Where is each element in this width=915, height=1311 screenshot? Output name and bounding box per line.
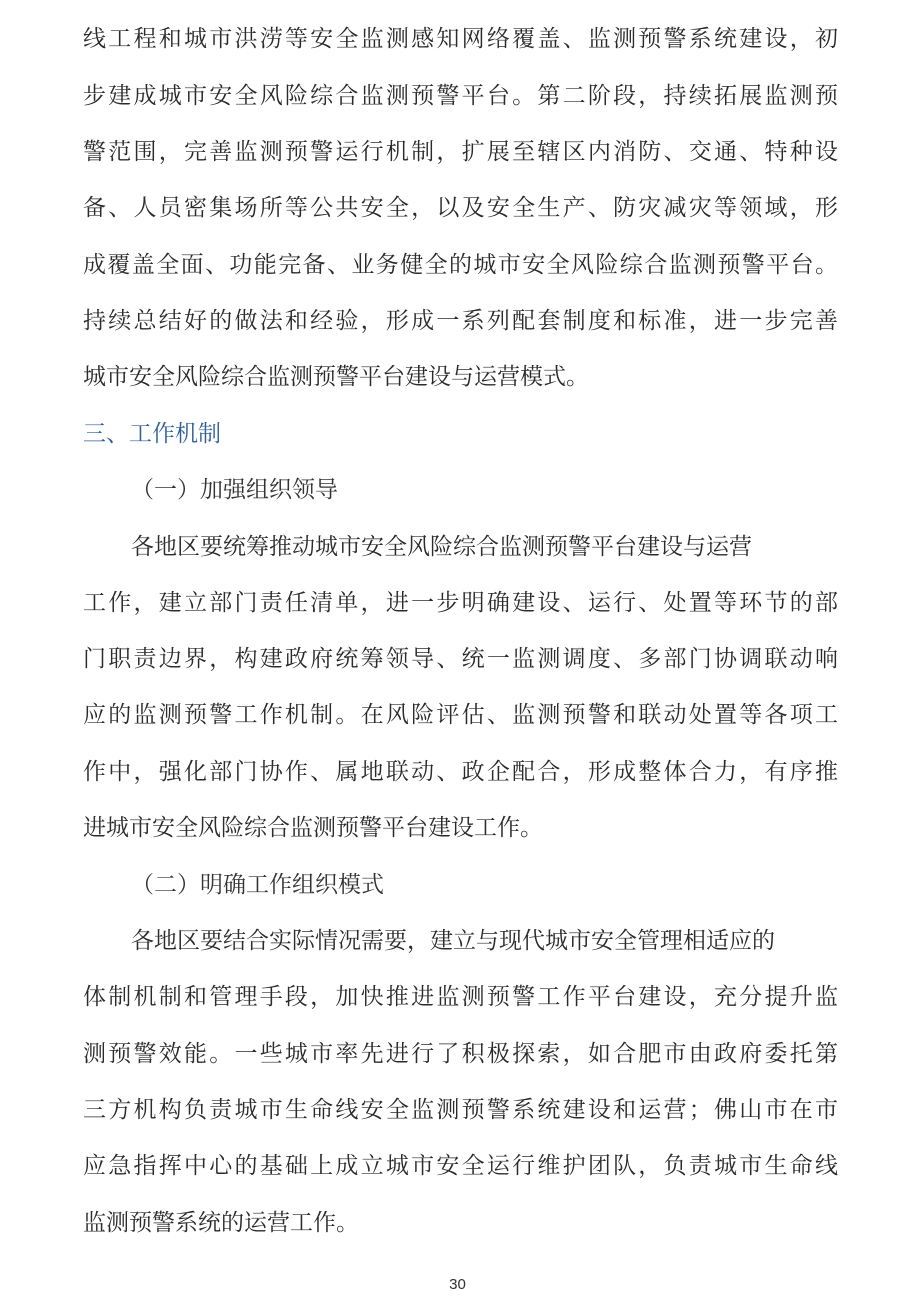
paragraph-line: 进城市安全风险综合监测预警平台建设工作。: [83, 815, 543, 841]
paragraph-line: 监测预警系统的运营工作。: [83, 1210, 359, 1236]
paragraph-line: 各地区要结合实际情况需要，建立与现代城市安全管理相适应的: [131, 928, 775, 954]
paragraph-line: 持续总结好的做法和经验，形成一系列配套制度和标准，进一步完善: [83, 308, 838, 334]
paragraph-line: 作中，强化部门协作、属地联动、政企配合，形成整体合力，有序推: [83, 759, 838, 785]
paragraph-line: 警范围，完善监测预警运行机制，扩展至辖区内消防、交通、特种设: [83, 139, 838, 165]
paragraph-line: 城市安全风险综合监测预警平台建设与运营模式。: [83, 364, 589, 390]
paragraph-line: 门职责边界，构建政府统筹领导、统一监测调度、多部门协调联动响: [83, 646, 838, 672]
paragraph-line: 应急指挥中心的基础上成立城市安全运行维护团队，负责城市生命线: [83, 1153, 838, 1179]
subsection-heading: （一）加强组织领导: [131, 477, 338, 503]
section-heading: 三、工作机制: [83, 421, 221, 447]
paragraph-line: 应的监测预警工作机制。在风险评估、监测预警和联动处置等各项工: [83, 702, 838, 728]
paragraph-line: 备、人员密集场所等公共安全，以及安全生产、防灾减灾等领域，形: [83, 195, 838, 221]
paragraph-line: 各地区要统筹推动城市安全风险综合监测预警平台建设与运营: [131, 534, 752, 560]
subsection-heading: （二）明确工作组织模式: [131, 872, 384, 898]
paragraph-line: 工作，建立部门责任清单，进一步明确建设、运行、处置等环节的部: [83, 590, 838, 616]
paragraph-line: 步建成城市安全风险综合监测预警平台。第二阶段，持续拓展监测预: [83, 83, 838, 109]
paragraph-line: 线工程和城市洪涝等安全监测感知网络覆盖、监测预警系统建设，初: [83, 26, 838, 52]
page-number: 30: [449, 1276, 466, 1293]
paragraph-line: 体制机制和管理手段，加快推进监测预警工作平台建设，充分提升监: [83, 984, 838, 1010]
paragraph-line: 成覆盖全面、功能完备、业务健全的城市安全风险综合监测预警平台。: [83, 252, 838, 278]
paragraph-line: 三方机构负责城市生命线安全监测预警系统建设和运营；佛山市在市: [83, 1097, 838, 1123]
paragraph-line: 测预警效能。一些城市率先进行了积极探索，如合肥市由政府委托第: [83, 1041, 838, 1067]
